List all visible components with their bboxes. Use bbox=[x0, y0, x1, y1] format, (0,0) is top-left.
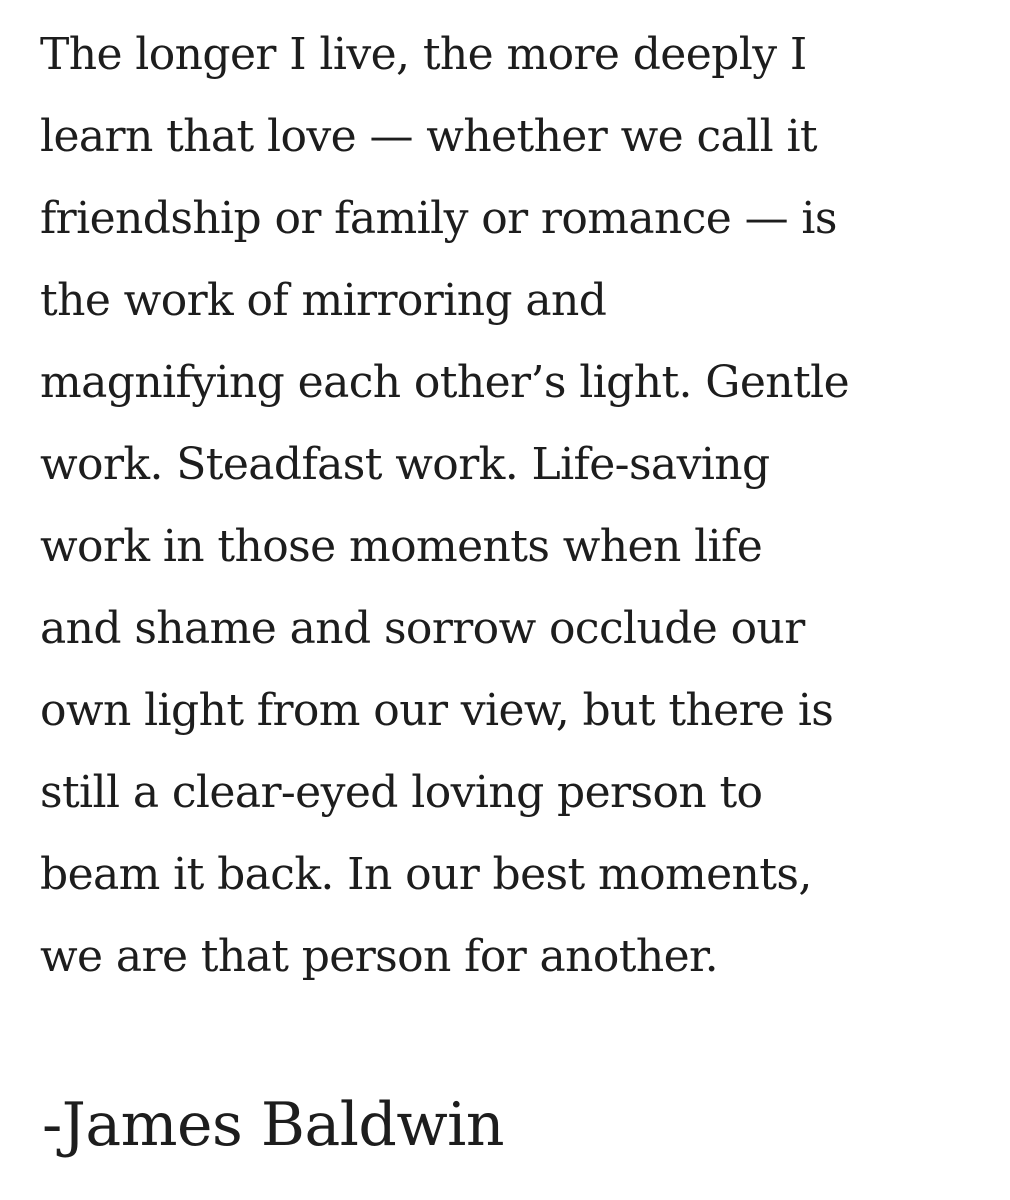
quote-line: beam it back. In our best moments, bbox=[40, 849, 812, 900]
quote-line: magnifying each other’s light. Gentle bbox=[40, 357, 850, 408]
quote-line: friendship or family or romance — is bbox=[40, 193, 837, 244]
quote-attribution: -James Baldwin bbox=[42, 1090, 505, 1160]
quote-line: work in those moments when life bbox=[40, 521, 763, 572]
quote-line: and shame and sorrow occlude our bbox=[40, 603, 805, 654]
quote-line: the work of mirroring and bbox=[40, 275, 607, 326]
quote-text bbox=[40, 14, 849, 998]
quote-line: work. Steadfast work. Life-saving bbox=[40, 439, 770, 490]
quote-line: learn that love — whether we call it bbox=[40, 111, 818, 162]
quote-line: own light from our view, but there is bbox=[40, 685, 834, 736]
quote-line: we are that person for another. bbox=[40, 931, 719, 982]
quote-line: The longer I live, the more deeply I bbox=[40, 29, 807, 80]
quote-line: still a clear-eyed loving person to bbox=[40, 767, 763, 818]
